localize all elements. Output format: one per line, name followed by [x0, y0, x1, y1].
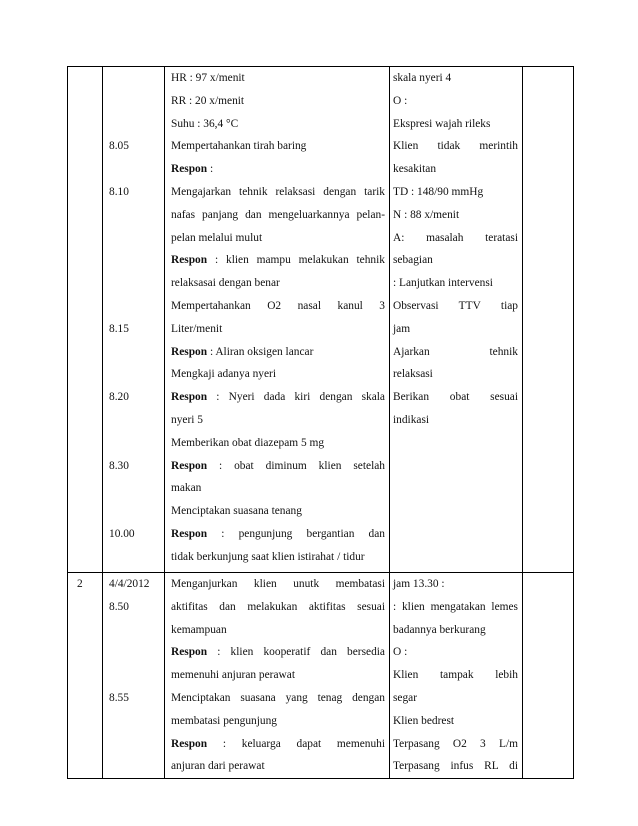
time-entry: [103, 500, 164, 523]
implementation-line: tidak berkunjung saat klien istirahat / tidur: [171, 550, 365, 563]
respon-label: Respon: [171, 345, 208, 358]
evaluation-line: sebagian: [393, 254, 433, 267]
implementation-line: aktifitas dan melakukan aktifitas sesuai: [171, 600, 385, 613]
implementation-line: makan: [171, 482, 202, 495]
time-entry: [103, 641, 164, 664]
evaluation-line: Ekspresi wajah rileks: [393, 117, 491, 130]
evaluation-line: O :: [393, 646, 408, 659]
time-entry: 8.10: [109, 185, 129, 198]
time-entry: [103, 619, 164, 642]
implementation-line: Respon : Aliran oksigen lancar: [171, 345, 314, 358]
evaluation-line: Observasi TTV tiap: [393, 299, 518, 312]
evaluation-line: Klien tampak lebih: [393, 669, 518, 682]
time-entry: 8.30: [109, 459, 129, 472]
signature-cell: [523, 67, 574, 573]
time-entry: [103, 295, 164, 318]
time-entry: [103, 204, 164, 227]
implementation-line: RR : 20 x/menit: [171, 94, 245, 107]
time-entry: [103, 227, 164, 250]
implementation-line: Menciptakan suasana tenang: [171, 505, 302, 518]
time-entry: 8.15: [109, 322, 129, 335]
implementation-line: Respon : klien mampu melakukan tehnik: [171, 254, 385, 267]
evaluation-line: Terpasang infus RL di: [393, 760, 518, 773]
time-entry: [103, 363, 164, 386]
implementation-line: Respon : Nyeri dada kiri dengan skala: [171, 391, 385, 404]
time-entry: 8.05: [109, 140, 129, 153]
implementation-line: Mempertahankan O2 nasal kanul 3: [171, 299, 385, 312]
time-entry: [103, 432, 164, 455]
time-entry: 8.20: [109, 391, 129, 404]
time-entry: [103, 546, 164, 569]
evaluation-cell: [390, 573, 523, 779]
time-entry: [103, 710, 164, 733]
implementation-line: kemampuan: [171, 623, 227, 636]
respon-label: Respon: [171, 391, 208, 404]
evaluation-line: Klien tidak merintih: [393, 140, 518, 153]
implementation-cell: [165, 573, 390, 779]
implementation-line: nyeri 5: [171, 413, 203, 426]
implementation-line: relaksasai dengan benar: [171, 277, 280, 290]
implementation-line: anjuran dari perawat: [171, 760, 265, 773]
time-entry: 8.50: [109, 600, 129, 613]
evaluation-line: : Lanjutkan intervensi: [393, 277, 493, 290]
implementation-line: Mengajarkan tehnik relaksasi dengan tarik: [171, 185, 385, 198]
implementation-line: memenuhi anjuran perawat: [171, 669, 295, 682]
time-entry: 4/4/2012: [109, 578, 150, 590]
evaluation-line: Ajarkan tehnik: [393, 345, 518, 358]
evaluation-line: O :: [393, 94, 408, 107]
evaluation-line: kesakitan: [393, 163, 437, 176]
time-entry: [103, 272, 164, 295]
time-entry: [103, 249, 164, 272]
respon-label: Respon: [171, 459, 208, 472]
respon-label: Respon: [171, 646, 208, 659]
implementation-line: Menciptakan suasana yang tenag dengan: [171, 691, 385, 704]
time-entry: [103, 158, 164, 181]
evaluation-line: A: masalah teratasi: [393, 231, 518, 244]
implementation-line: Respon : klien kooperatif dan bersedia: [171, 646, 385, 659]
evaluation-cell: [390, 67, 523, 573]
evaluation-line: Berikan obat sesuai: [393, 391, 518, 404]
evaluation-line: relaksasi: [393, 368, 433, 381]
time-entry: [103, 90, 164, 113]
respon-label: Respon: [171, 737, 208, 750]
table-row: [68, 573, 574, 779]
implementation-cell: [165, 67, 390, 573]
implementation-line: Mempertahankan tirah baring: [171, 140, 307, 153]
evaluation-line: Klien bedrest: [393, 714, 455, 727]
row-number-cell: 2: [68, 573, 103, 779]
implementation-line: membatasi pengunjung: [171, 714, 277, 727]
evaluation-line: N : 88 x/menit: [393, 208, 460, 221]
implementation-line: Memberikan obat diazepam 5 mg: [171, 436, 325, 449]
time-entry: [103, 113, 164, 136]
implementation-line: Respon :: [171, 163, 214, 176]
time-cell: [103, 67, 165, 573]
table-row: [68, 67, 574, 573]
time-entry: 10.00: [109, 527, 135, 540]
implementation-line: pelan melalui mulut: [171, 231, 263, 244]
evaluation-line: skala nyeri 4: [393, 72, 452, 84]
evaluation-line: TD : 148/90 mmHg: [393, 185, 484, 198]
implementation-line: HR : 97 x/menit: [171, 72, 245, 84]
evaluation-line: Terpasang O2 3 L/m: [393, 737, 518, 750]
time-entry: [103, 477, 164, 500]
implementation-line: nafas panjang dan mengeluarkannya pelan-: [171, 208, 385, 221]
evaluation-line: jam 13.30 :: [393, 578, 445, 590]
row-number-cell: [68, 67, 103, 573]
evaluation-line: jam: [393, 322, 411, 335]
respon-label: Respon: [171, 527, 208, 540]
implementation-line: Menganjurkan klien unutk membatasi: [171, 578, 385, 590]
implementation-line: Respon : keluarga dapat memenuhi: [171, 737, 385, 750]
time-entry: [103, 341, 164, 364]
evaluation-line: : klien mengatakan lemes: [393, 600, 518, 613]
respon-label: Respon: [171, 163, 208, 176]
time-entry: [103, 664, 164, 687]
evaluation-line: badannya berkurang: [393, 623, 486, 636]
time-cell: [103, 573, 165, 779]
time-entry: [103, 409, 164, 432]
signature-cell: [523, 573, 574, 779]
implementation-line: Respon : pengunjung bergantian dan: [171, 527, 385, 540]
time-entry: [103, 733, 164, 756]
evaluation-line: indikasi: [393, 413, 430, 426]
implementation-line: Suhu : 36,4 °C: [171, 117, 239, 130]
evaluation-line: segar: [393, 691, 418, 704]
implementation-line: Mengkaji adanya nyeri: [171, 368, 277, 381]
implementation-line: Liter/menit: [171, 322, 223, 335]
implementation-line: Respon : obat diminum klien setelah: [171, 459, 385, 472]
respon-label: Respon: [171, 254, 208, 267]
time-entry: 8.55: [109, 691, 129, 704]
nursing-record-table: [67, 66, 574, 779]
time-entry: [103, 67, 164, 90]
